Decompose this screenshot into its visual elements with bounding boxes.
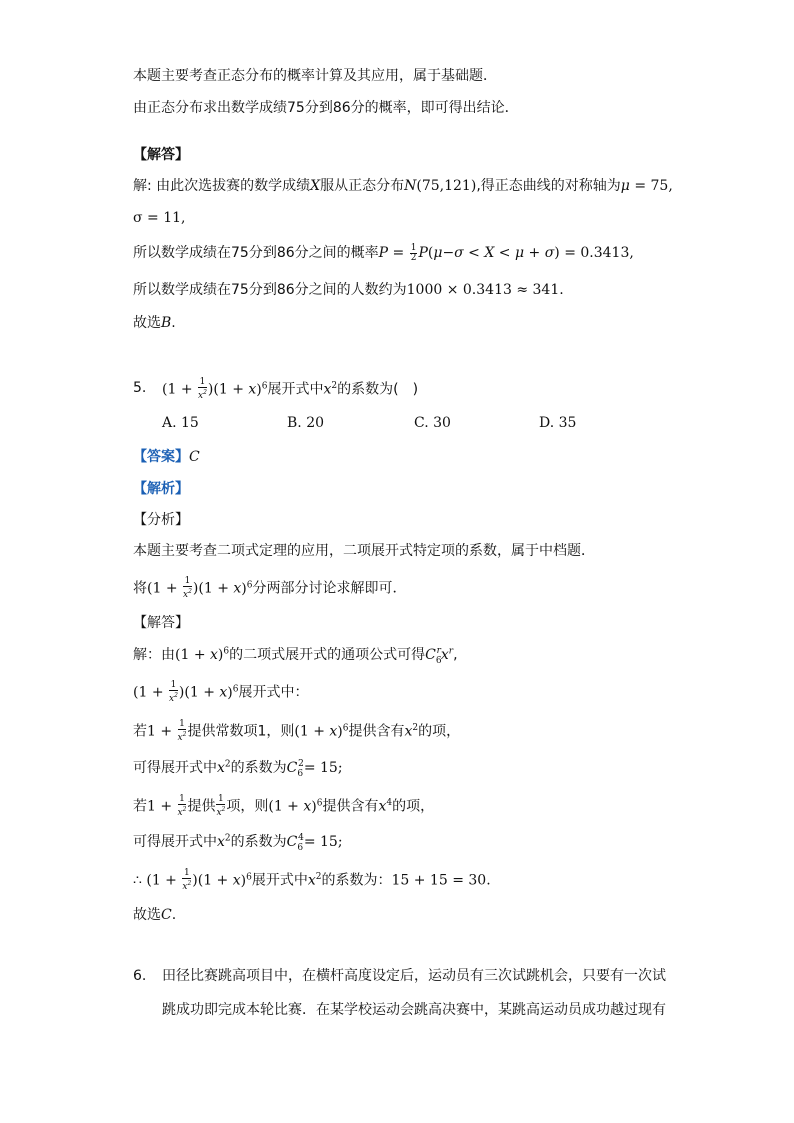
text-line: σ = 11, (133, 210, 186, 226)
text-line: 若1 + $\frac{1}{x^2}$ 提供常数项1，则$(1 + x)^6$提供含有$x^2$的项， (133, 719, 461, 743)
text-line: 故选C. (133, 907, 177, 923)
question-number: 6. (133, 968, 147, 984)
text-line: 将(1 + $\frac{1}{x^2}$ )$(1 + x)^6$分两部分讨论求解即可． (133, 576, 407, 600)
question-number: 5. (133, 380, 147, 396)
text-line: (1 + $\frac{1}{x^2}$ )$(1 + x)^6$展开式中： (133, 680, 309, 704)
section-heading: 【解答】 (133, 147, 189, 163)
answer-line: 【答案】C (133, 449, 200, 465)
text-line: 本题主要考查二项式定理的应用，二项展开式特定项的系数，属于中档题． (133, 543, 595, 559)
text-line: 由正态分布求出数学成绩75分到86分的概率，即可得出结论． (133, 100, 519, 116)
section-heading: 【分析】 (133, 512, 189, 528)
question-text: (1 + $\frac{1}{x^2}$ )$(1 + x)^6$展开式中$x^2$的系数为( ) (162, 377, 419, 401)
text-line: 解: 由此次选拔赛的数学成绩X服从正态分布N(75,121),得正态曲线的对称轴为μ = 75, (133, 178, 673, 194)
section-heading: 【解答】 (133, 615, 189, 631)
question-text: 田径比赛跳高项目中，在横杆高度设定后，运动员有三次试跳机会，只要有一次试 (162, 968, 666, 984)
text-line: ∴ (1 + $\frac{1}{x^2}$ )$(1 + x)^6$展开式中$x^2$的系数为：15 + 15 = 30. (133, 868, 491, 892)
section-heading: 【解析】 (133, 481, 189, 497)
option-c: C. 30 (414, 415, 451, 431)
text-line: 若1 + $\frac{1}{x^2}$ 提供 $\frac{1}{x^2}$ 项，则$(1 + x)^6$提供含有$x^4$的项， (133, 794, 435, 818)
text-line: 解：由$(1 + x)^6$的二项式展开式的通项公式可得$C_6^rx^r$, (133, 646, 458, 666)
option-a: A. 15 (162, 415, 199, 431)
text-line: 可得展开式中$x^2$的系数为$C_6^4= 15$; (133, 833, 343, 853)
text-line: 故选B. (133, 315, 176, 331)
text-line: 可得展开式中$x^2$的系数为$C_6^2= 15$; (133, 759, 343, 779)
option-d: D. 35 (539, 415, 577, 431)
text-line: 本题主要考查正态分布的概率计算及其应用，属于基础题． (133, 68, 497, 84)
text-line: 所以数学成绩在75分到86分之间的人数约为1000 × 0.3413 ≈ 341. (133, 282, 564, 298)
question-text: 跳成功即完成本轮比赛．在某学校运动会跳高决赛中，某跳高运动员成功越过现有 (162, 1002, 666, 1018)
option-b: B. 20 (287, 415, 325, 431)
text-line: 所以数学成绩在75分到86分之间的概率P = $\frac{1}{2}$ P(μ−σ < X < μ + σ) = 0.3413, (133, 242, 634, 263)
